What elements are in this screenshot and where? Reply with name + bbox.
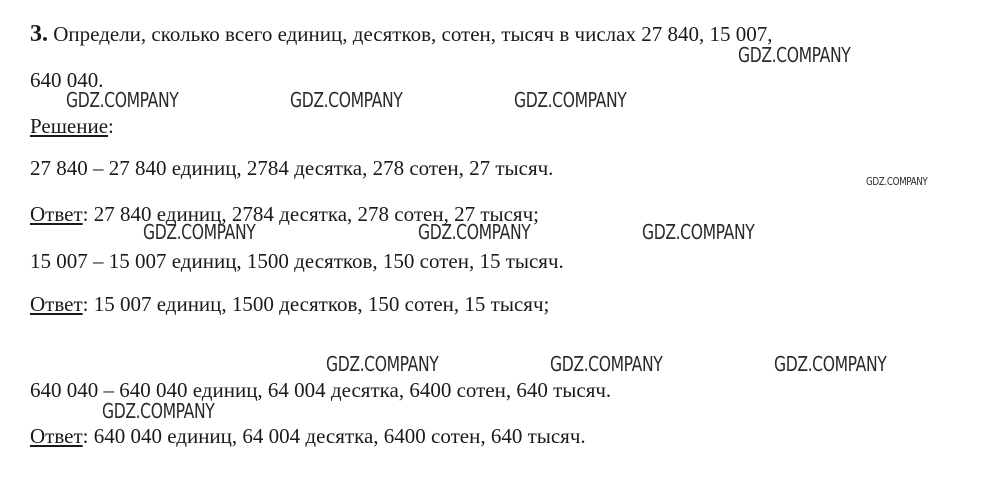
calc-line-1: 27 840 – 27 840 единиц, 2784 десятка, 278 сотен, 27 тысяч.	[30, 156, 554, 180]
answer-text-3: : 640 040 единиц, 64 004 десятка, 6400 сотен, 640 тысяч.	[82, 424, 586, 448]
task-statement	[30, 22, 772, 46]
watermark: GDZ.COMPANY	[66, 88, 179, 112]
task-number: 3.	[30, 21, 48, 47]
answer-line-3	[30, 424, 586, 448]
watermark: GDZ.COMPANY	[418, 220, 531, 244]
watermark: GDZ.COMPANY	[326, 352, 439, 376]
solution-heading-colon: :	[108, 114, 114, 138]
watermark: GDZ.COMPANY	[102, 399, 215, 423]
answer-line-2	[30, 292, 549, 316]
answer-text-1: : 27 840 единиц, 2784 десятка, 278 сотен, 27 тысяч;	[82, 202, 539, 226]
watermark: GDZ.COMPANY	[550, 352, 663, 376]
watermark: GDZ.COMPANY	[290, 88, 403, 112]
answer-text-2: : 15 007 единиц, 1500 десятков, 150 сотен, 15 тысяч;	[82, 292, 550, 316]
answer-label-3: Ответ	[30, 424, 83, 448]
solution-heading	[30, 114, 114, 138]
task-text-line1: Определи, сколько всего единиц, десятков, сотен, тысяч в числах 27 840, 15 007,	[53, 22, 773, 46]
watermark: GDZ.COMPANY	[642, 220, 755, 244]
answer-label-2: Ответ	[30, 292, 83, 316]
calc-line-3: 640 040 – 640 040 единиц, 64 004 десятка, 6400 сотен, 640 тысяч.	[30, 378, 612, 402]
watermark: GDZ.COMPANY	[774, 352, 887, 376]
watermark: GDZ.COMPANY	[514, 88, 627, 112]
solution-heading-label: Решение	[30, 114, 109, 138]
watermark: GDZ.COMPANY	[866, 175, 928, 188]
calc-line-2: 15 007 – 15 007 единиц, 1500 десятков, 150 сотен, 15 тысяч.	[30, 249, 564, 273]
answer-label-1: Ответ	[30, 202, 83, 226]
task-text-line2: 640 040.	[30, 68, 104, 92]
watermark: GDZ.COMPANY	[738, 43, 851, 67]
watermark: GDZ.COMPANY	[143, 220, 256, 244]
